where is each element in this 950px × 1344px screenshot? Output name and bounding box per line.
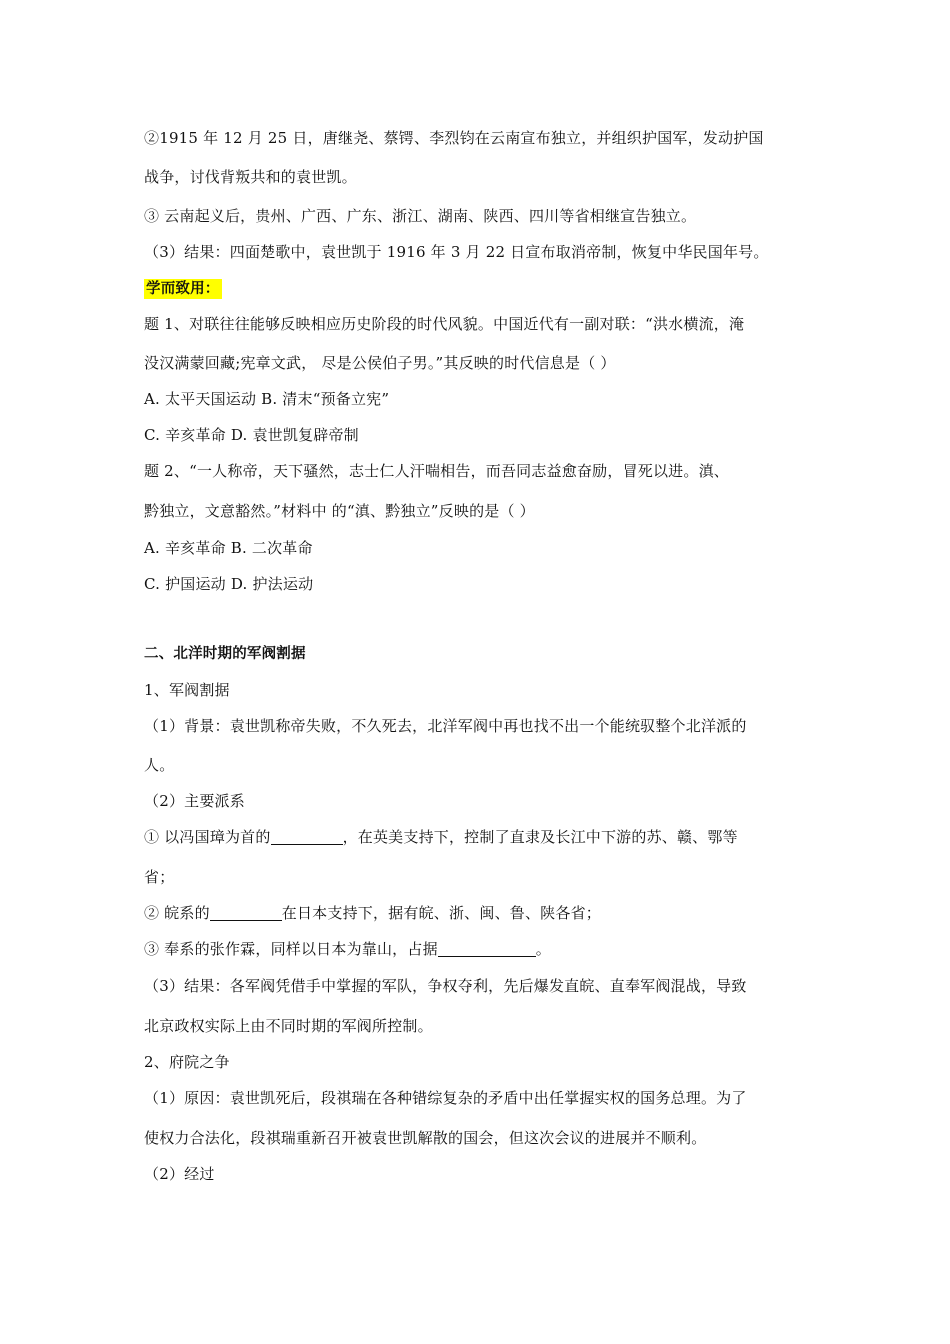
fill-blank[interactable] xyxy=(438,940,536,957)
text-line: （2）经过 xyxy=(144,1165,215,1183)
result-line: （3）结果：四面楚歌中，袁世凯于 1916 年 3 月 22 日宣布取消帝制，恢复中华民国年号。 xyxy=(144,243,769,261)
text-line: 省； xyxy=(144,868,175,886)
text-line: （1）原因：袁世凯死后，段祺瑞在各种错综复杂的矛盾中出任掌握实权的国务总理。为了 xyxy=(144,1089,747,1107)
question-1-line: 题 1、对联往往能够反映相应历史阶段的时代风貌。中国近代有一副对联：“洪水横流，淹 xyxy=(144,315,745,333)
question-1-line: 没汉满蒙回藏;宪章文武， 尽是公侯伯子男。”其反映的时代信息是（ ） xyxy=(144,354,616,372)
question-2-line: 黔独立，文意豁然。”材料中 的“滇、黔独立”反映的是（ ） xyxy=(144,502,535,520)
text-line: 北京政权实际上由不同时期的军阀所控制。 xyxy=(144,1017,433,1035)
text-line: （1）背景：袁世凯称帝失败，不久死去，北洋军阀中再也找不出一个能统驭整个北洋派的 xyxy=(144,717,747,735)
text-line: ②1915 年 12 月 25 日，唐继尧、蔡锷、李烈钧在云南宣布独立，并组织护国军，发动护国 xyxy=(144,129,764,147)
question-2-options: C. 护国运动 D. 护法运动 xyxy=(144,575,314,593)
faction-2-text: 在日本支持下，据有皖、浙、闽、鲁、陕各省； xyxy=(281,904,601,922)
text-line: 人。 xyxy=(144,756,175,774)
practice-heading xyxy=(144,276,222,300)
practice-heading-label: 学而致用： xyxy=(146,281,220,297)
question-1-options: C. 辛亥革命 D. 袁世凯复辟帝制 xyxy=(144,426,359,444)
question-1-options: A. 太平天国运动 B. 清末“预备立宪” xyxy=(144,390,390,408)
subsection-title: 1、军阀割据 xyxy=(144,681,230,699)
text-line: 战争，讨伐背叛共和的袁世凯。 xyxy=(144,168,357,186)
text-line: 使权力合法化，段祺瑞重新召开被袁世凯解散的国会，但这次会议的进展并不顺利。 xyxy=(144,1129,707,1147)
text-line: ③ 云南起义后，贵州、广西、广东、浙江、湖南、陕西、四川等省相继宣告独立。 xyxy=(144,207,697,225)
faction-3-text: ③ 奉系的张作霖，同样以日本为靠山，占据 xyxy=(144,940,438,958)
text-line: （2）主要派系 xyxy=(144,792,245,810)
question-2-options: A. 辛亥革命 B. 二次革命 xyxy=(144,539,313,557)
text-line: （3）结果：各军阀凭借手中掌握的军队，争权夺利，先后爆发直皖、直奉军阀混战，导致 xyxy=(144,977,747,995)
faction-1-text: ，在英美支持下，控制了直隶及长江中下游的苏、赣、鄂等 xyxy=(342,828,738,846)
faction-3-text: 。 xyxy=(535,940,551,958)
faction-2-line xyxy=(144,901,601,925)
faction-1-text: ① 以冯国璋为首的 xyxy=(144,828,271,846)
section-heading: 二、北洋时期的军阀割据 xyxy=(144,646,306,662)
subsection-title: 2、府院之争 xyxy=(144,1053,230,1071)
question-2-line: 题 2、“一人称帝，天下骚然，志士仁人汗喘相告，而吾同志益愈奋励，冒死以进。滇、 xyxy=(144,462,729,480)
faction-2-text: ② 皖系的 xyxy=(144,904,210,922)
fill-blank[interactable] xyxy=(271,828,343,845)
faction-1-line xyxy=(144,825,738,849)
fill-blank[interactable] xyxy=(210,904,282,921)
faction-3-line xyxy=(144,937,551,961)
